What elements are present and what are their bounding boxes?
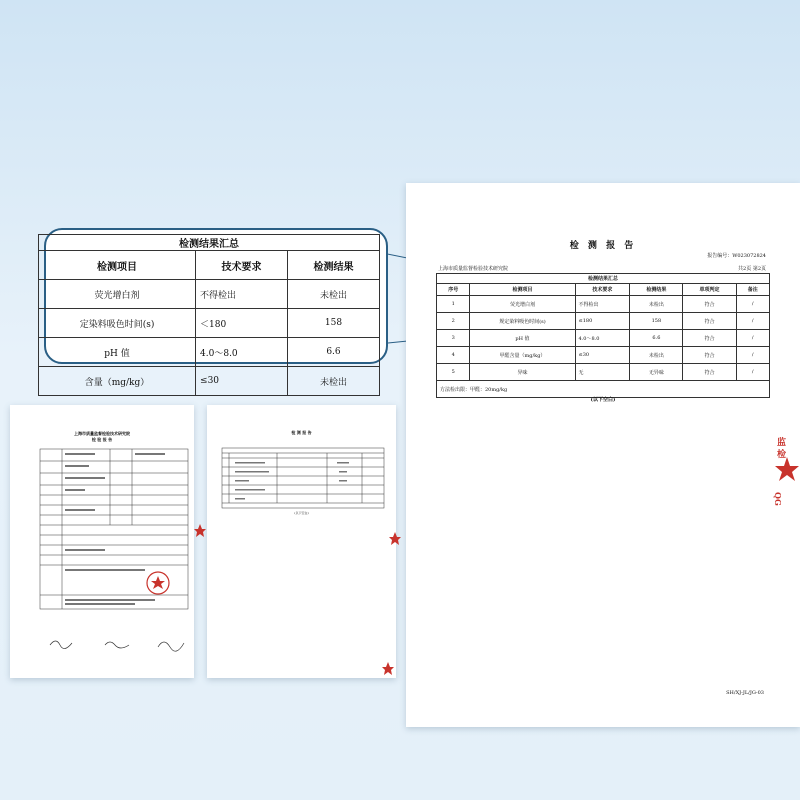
cell: 无 [575, 364, 630, 381]
zoom-col-item: 检测项目 [39, 251, 196, 280]
cell: ≤30 [575, 347, 630, 364]
cell: 2 [437, 313, 470, 330]
cell: 4.0～8.0 [575, 330, 630, 347]
cell: 甲醛含量（mg/kg） [470, 347, 575, 364]
cell: 158 [288, 309, 380, 338]
cell: 规定染料吸色时间(s) [470, 313, 575, 330]
col-judge: 单项判定 [683, 284, 736, 296]
cell: / [736, 296, 769, 313]
cell: 含量（mg/kg） [39, 367, 196, 396]
table-row [437, 296, 770, 313]
report-number: 报告编号：W023072824 [707, 253, 766, 259]
table-row [39, 309, 380, 338]
cell: 荧光增白剂 [470, 296, 575, 313]
report-page-cover [10, 405, 194, 678]
seal-star-icon [773, 423, 798, 506]
col-req: 技术要求 [575, 284, 630, 296]
cell: 荧光增白剂 [39, 280, 196, 309]
table-row [39, 338, 380, 367]
report-page-results [207, 405, 396, 678]
cell: 异味 [470, 364, 575, 381]
zoom-col-result: 检测结果 [288, 251, 380, 280]
table-row [437, 364, 770, 381]
cell: 未检出 [630, 347, 683, 364]
report-page-count: 共2页 第2页 [738, 266, 766, 272]
results-below-blank: (以下空白) [294, 511, 309, 515]
cover-info-grid [10, 405, 194, 678]
zoom-col-req: 技术要求 [196, 251, 288, 280]
svg-text:监: 监 [775, 437, 785, 446]
results-table [436, 273, 770, 398]
cell: 定染料吸色时间(s) [39, 309, 196, 338]
cell: / [736, 364, 769, 381]
cell: 5 [437, 364, 470, 381]
cell: 符合 [683, 296, 736, 313]
report-page-main [406, 183, 800, 727]
table-row [437, 313, 770, 330]
svg-text:检: 检 [775, 449, 785, 458]
cell: pH 值 [470, 330, 575, 347]
seal-fragment-icon [382, 650, 394, 690]
cell: 4.0～8.0 [196, 338, 288, 367]
cell: 无异味 [630, 364, 683, 381]
cell: 不得检出 [575, 296, 630, 313]
seal-fragment-icon [388, 520, 402, 560]
document-code: SH/XJ-JL/JG-03 [726, 690, 764, 696]
cell: 符合 [683, 313, 736, 330]
table-row [437, 347, 770, 364]
cell: 符合 [683, 364, 736, 381]
svg-text:QG: QG [773, 492, 783, 506]
cell: 不得检出 [196, 280, 288, 309]
table-row [437, 330, 770, 347]
cell: / [736, 347, 769, 364]
cell: 符合 [683, 347, 736, 364]
cell: / [736, 330, 769, 347]
zoom-callout [44, 228, 388, 388]
table-caption: 检测结果汇总 [437, 274, 770, 284]
below-blank-note: (以下空白) [590, 397, 616, 403]
cell: / [736, 313, 769, 330]
results-mini-table [207, 405, 396, 678]
cell: 未检出 [288, 280, 380, 309]
cell: ≤30 [196, 367, 288, 396]
report-title: 检 测 报 告 [569, 241, 637, 251]
col-seq: 序号 [437, 284, 470, 296]
cell: ＜180 [196, 309, 288, 338]
cell: ≤180 [575, 313, 630, 330]
cell: 未检出 [630, 296, 683, 313]
cover-org: 上海市质量监督检验技术研究院 [74, 431, 130, 436]
cover-title: 检 验 报 告 [91, 437, 113, 442]
col-result: 检测结果 [630, 284, 683, 296]
table-row [39, 367, 380, 396]
zoom-caption: 检测结果汇总 [39, 235, 380, 251]
col-remark: 备注 [736, 284, 769, 296]
cell: 1 [437, 296, 470, 313]
cell: 符合 [683, 330, 736, 347]
results-page-title: 检 测 报 告 [291, 430, 312, 435]
cell: 未检出 [288, 367, 380, 396]
zoom-table [38, 234, 380, 396]
cell: 6.6 [288, 338, 380, 367]
table-row [39, 280, 380, 309]
cell: pH 值 [39, 338, 196, 367]
cell: 3 [437, 330, 470, 347]
cell: 6.6 [630, 330, 683, 347]
seal-fragment-icon [193, 512, 207, 552]
col-item: 检测项目 [470, 284, 575, 296]
method-note: 方法检出限：甲醛：20mg/kg [437, 381, 770, 398]
cell: 158 [630, 313, 683, 330]
cell: 4 [437, 347, 470, 364]
report-org: 上海市质量监督检验技术研究院 [438, 266, 509, 272]
seal-stamp [773, 423, 798, 506]
